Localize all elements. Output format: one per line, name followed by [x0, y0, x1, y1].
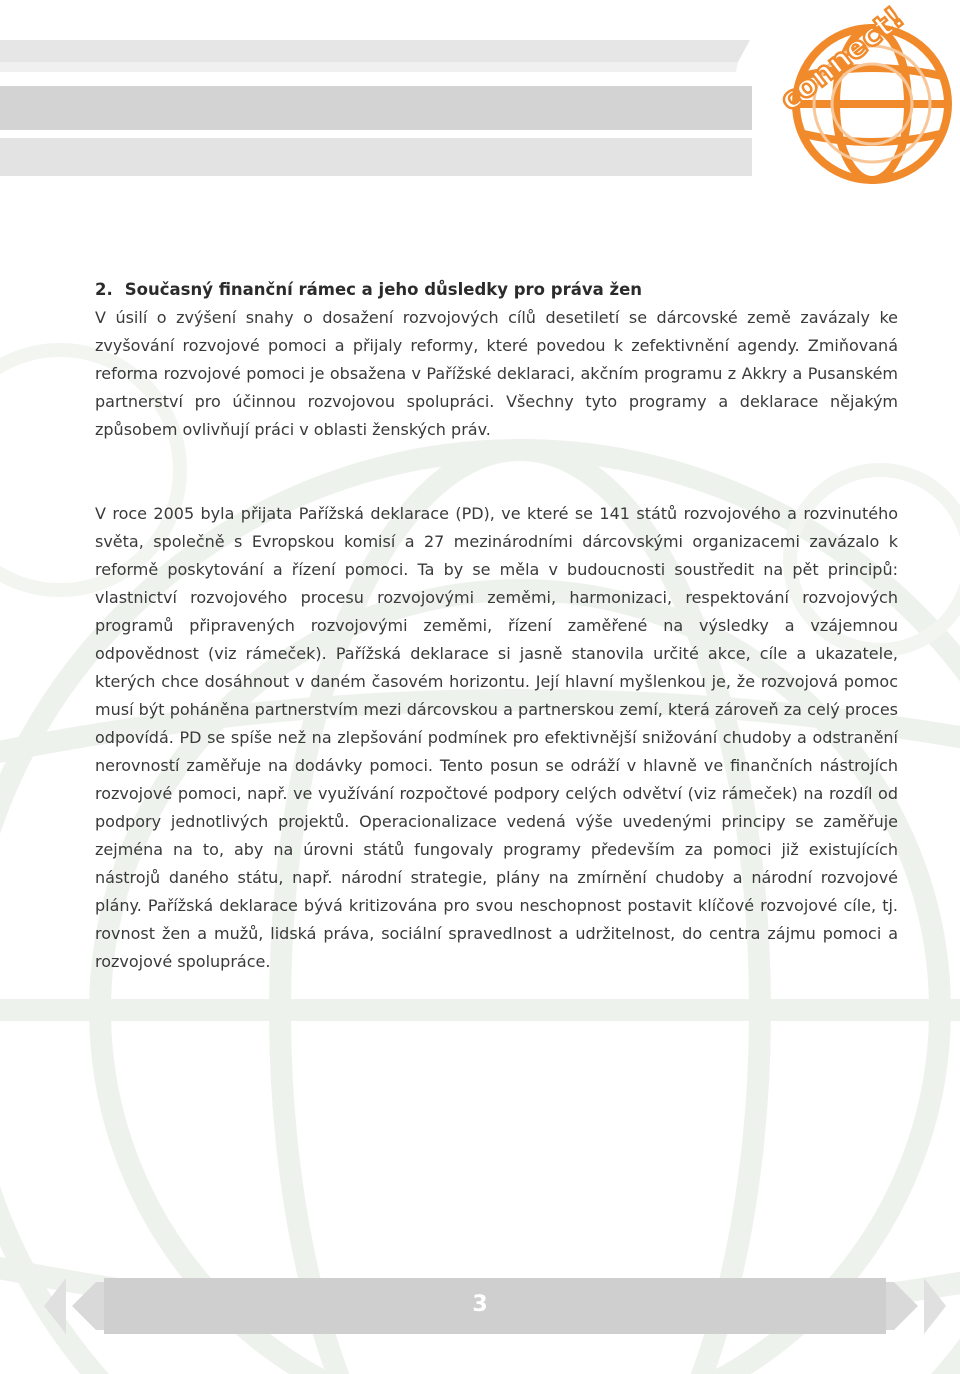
page-number: 3 — [472, 1292, 488, 1317]
paragraph-intro: V úsilí o zvýšení snahy o dosažení rozvojových cílů desetiletí se dárcovské země zavázaly ke zvyšování rozvojové pomoci a přijaly reformy, které povedou k zefektivnění agendy. Zmiňovaná reforma rozvojové pomoci je obsažena v Pařížské deklaraci, akčním programu z Akkry a Pusanském partnerství pro účinnou rozvojovou spolupráci. Všechny tyto programy a deklarace nějakým způsobem ovlivňují práci v oblasti ženských práv. — [95, 308, 898, 439]
main-content — [95, 276, 898, 976]
connect-logo — [760, 0, 960, 190]
paragraph-paris-declaration: V roce 2005 byla přijata Pařížská deklarace (PD), ve které se 141 států rozvojového a rozvinutého světa, společně s Evropskou komisí a 27 mezinárodními dárcovskými organizacemi zavázalo k reformě poskytování a řízení pomoci. Ta by se měla v budoucnosti soustředit na pět principů: vlastnictví rozvojového procesu rozvojovými zeměmi, harmonizaci, respektování rozvojových programů připravených rozvojovými zeměmi, řízení zaměřené na výsledky a vzájemnou odpovědnost (viz rámeček). Pařížská deklarace si jasně stanovila určité akce, cíle a ukazatele, kterých chce dosáhnout v daném časovém horizontu. Její hlavní myšlenkou je, že rozvojová pomoc musí být poháněna partnerstvím mezi dárcovskou a partnerskou zemí, která zároveň za celý proces odpovídá. PD se spíše než na zlepšování podmínek pro efektivnější snižování chudoby a odstranění nerovností zaměřuje na dodávky pomoci. Tento posun se odráží v hlavně ve finančních nástrojích rozvojové pomoci, např. ve využívání rozpočtové podpory celých odvětví (viz rámeček) na rozdíl od podpory jednotlivých projektů. Operacionalizace vedená výše uvedenými principy se zaměřuje zejména na to, aby na úrovni států fungovaly programy především za pomoci již existujících nástrojů daného státu, např. národní strategie, plány na zmírnění chudoby a národní rozvojové plány. Pařížská deklarace bývá kritizována pro svou neschopnost postavit klíčové rozvojové cíle, tj. rovnost žen a mužů, lidská práva, sociální spravedlnost a udržitelnost, do centra zájmu pomoci a rozvojové spolupráce. — [95, 504, 898, 971]
section-title: Současný finanční rámec a jeho důsledky pro práva žen — [124, 280, 643, 299]
paragraph-spacer — [95, 444, 898, 500]
section-heading — [95, 276, 898, 304]
logo-wordmark: connect! — [773, 0, 911, 119]
section-number: 2. — [95, 280, 113, 299]
